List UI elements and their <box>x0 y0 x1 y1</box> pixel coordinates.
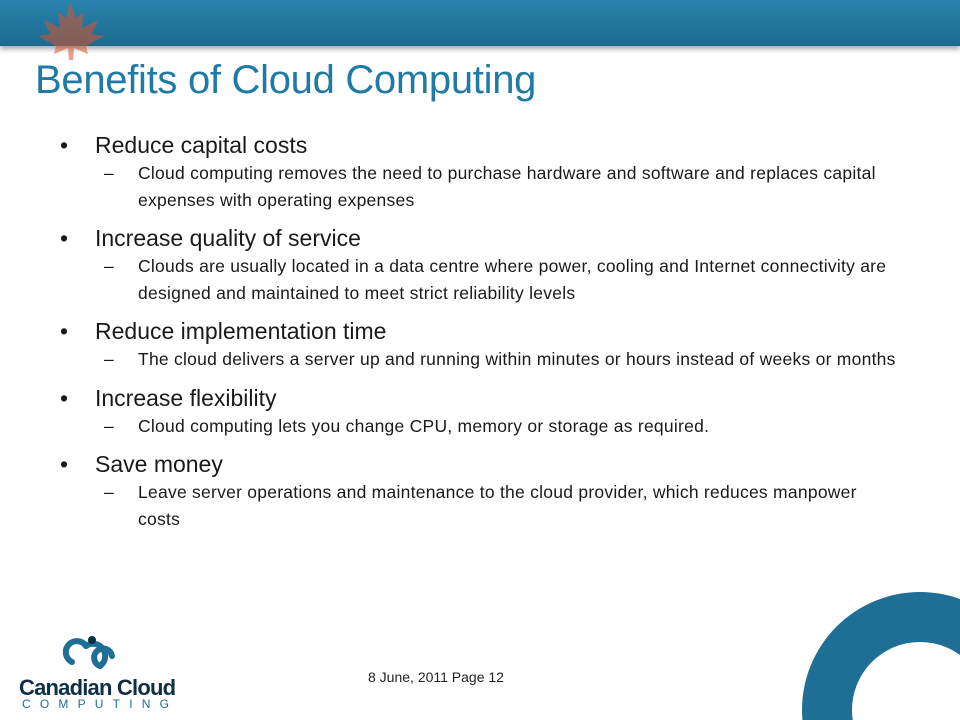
bullet-marker: • <box>60 384 69 411</box>
slide-footer: 8 June, 2011 Page 12 <box>368 669 504 685</box>
header-bar <box>0 0 960 46</box>
logo-name: Canadian Cloud <box>19 675 176 700</box>
bullet-marker: • <box>60 132 69 158</box>
bullet-marker: • <box>60 451 69 477</box>
bullet-list <box>60 130 920 542</box>
dash-marker: – <box>104 349 114 369</box>
slide-title: Benefits of Cloud Computing <box>35 58 537 102</box>
dash-marker: – <box>104 482 114 502</box>
dash-marker: – <box>104 256 114 276</box>
bullet-item <box>60 316 920 379</box>
logo-subtitle: COMPUTING <box>22 697 179 711</box>
dash-marker: – <box>104 415 114 436</box>
bullet-heading: Save money <box>95 451 223 477</box>
bullet-detail: Clouds are usually located in a data centre where power, cooling and Internet connectivity are designed and maintained to meet strict reliability levels <box>138 256 887 303</box>
bullet-detail: The cloud delivers a server up and running within minutes or hours instead of weeks or months <box>138 349 896 369</box>
bullet-item <box>60 130 920 219</box>
bullet-detail: Cloud computing removes the need to purchase hardware and software and replaces capital expenses with operating expenses <box>138 163 876 210</box>
maple-leaf-icon <box>22 0 122 60</box>
bullet-item <box>60 223 920 312</box>
bullet-heading: Increase quality of service <box>95 225 361 251</box>
bullet-detail: Leave server operations and maintenance to the cloud provider, which reduces manpower costs <box>138 482 857 529</box>
bullet-heading: Reduce implementation time <box>95 318 387 344</box>
bullet-detail: Cloud computing lets you change CPU, memory or storage as required. <box>138 415 710 436</box>
cloud-logo-icon <box>62 628 122 676</box>
dash-marker: – <box>104 163 114 183</box>
bullet-item <box>60 449 920 538</box>
ring-decoration-icon <box>760 560 960 720</box>
bullet-heading: Reduce capital costs <box>95 132 308 158</box>
bullet-marker: • <box>60 318 69 344</box>
bullet-heading: Increase flexibility <box>95 384 277 411</box>
bullet-item <box>60 383 920 446</box>
bullet-marker: • <box>60 225 69 251</box>
